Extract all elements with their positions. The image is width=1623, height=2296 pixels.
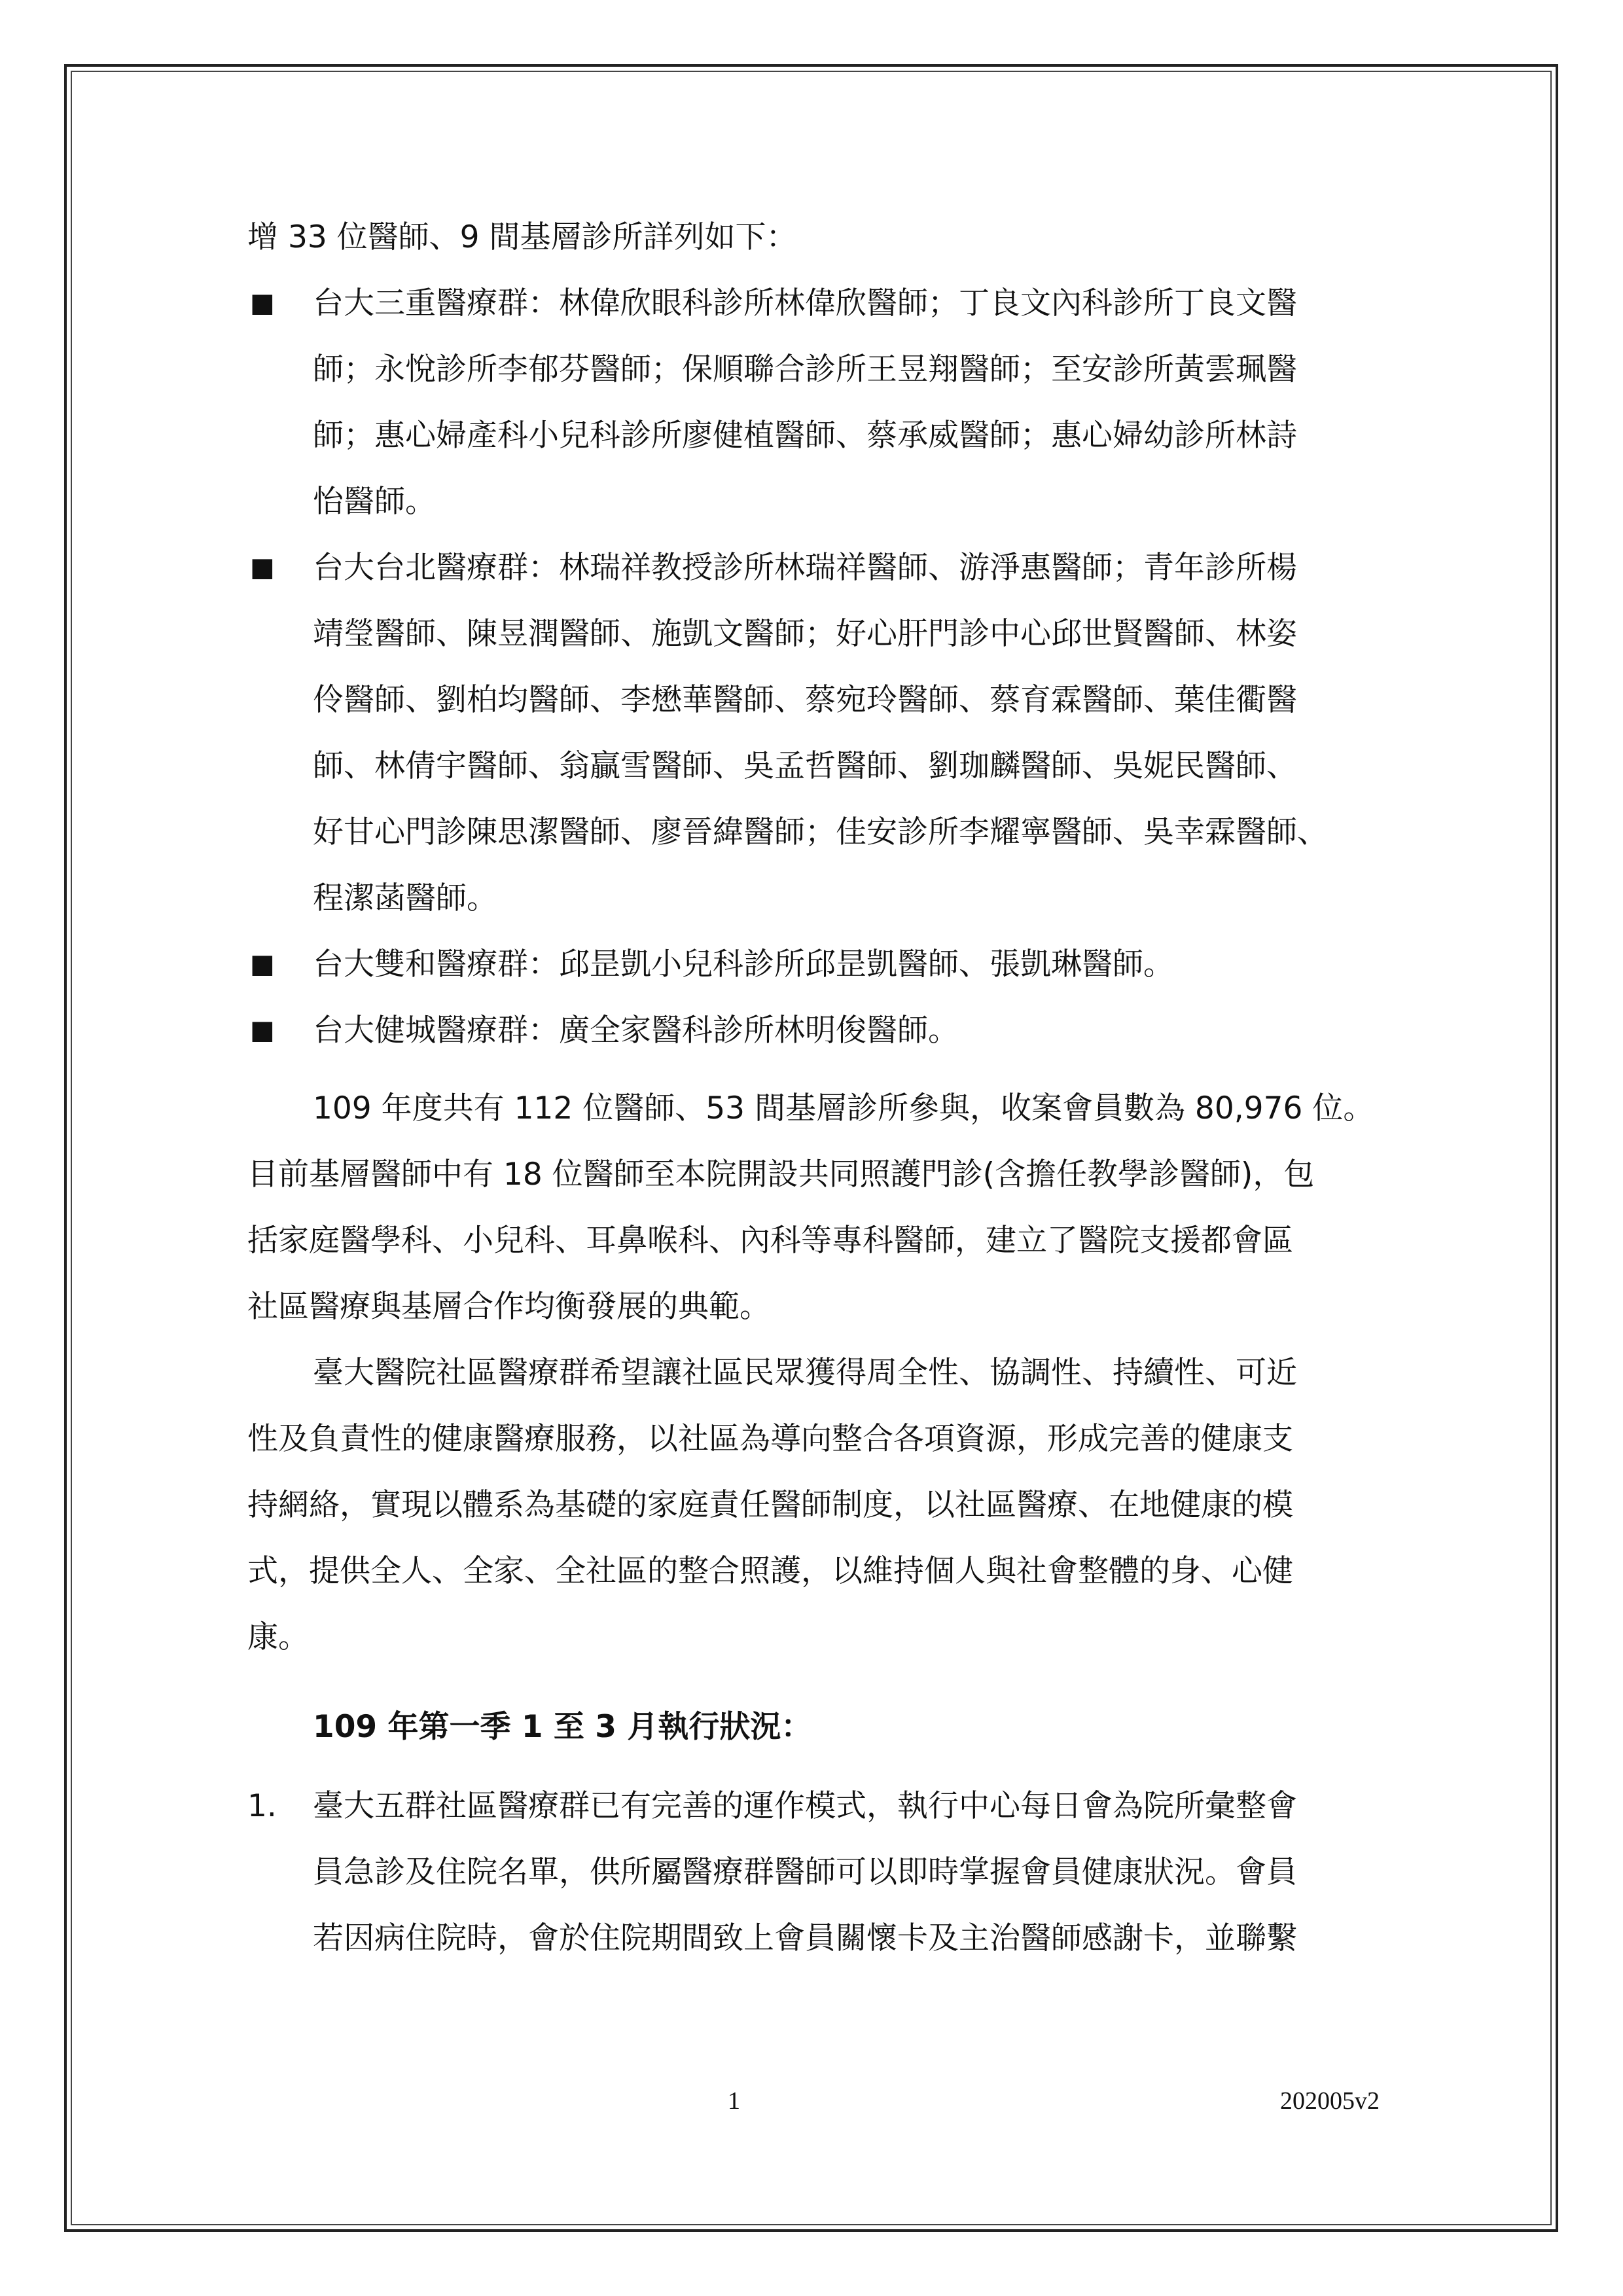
list-item-line: 台大健城醫療群：廣全家醫科診所林明俊醫師。 [313,1013,959,1049]
numbered-item-line: 員急診及住院名單，供所屬醫療群醫師可以即時掌握會員健康狀況。會員 [313,1854,1297,1890]
paragraph-line: 臺大醫院社區醫療群希望讓社區民眾獲得周全性、協調性、持續性、可近 [313,1355,1297,1391]
list-item-shuanghe [247,931,1399,997]
list-item-taipei [247,535,1399,931]
paragraph-line: 括家庭醫學科、小兒科、耳鼻喉科、內科等專科醫師，建立了醫院支援都會區 [247,1223,1293,1259]
numbered-item-1 [247,1773,1399,1971]
numbered-item-line: 若因病住院時，會於住院期間致上會員關懷卡及主治醫師感謝卡，並聯繫 [313,1920,1297,1956]
paragraph-line: 109 年度共有 112 位醫師、53 間基層診所參與，收案會員數為 80,976 位。 [313,1090,1374,1126]
list-item-line: 台大台北醫療群：林瑞祥教授診所林瑞祥醫師、游淨惠醫師；青年診所楊 [313,550,1297,586]
intro-line: 增 33 位醫師、9 間基層診所詳列如下： [247,219,797,255]
list-item-line: 程潔菡醫師。 [313,880,497,916]
paragraph-line: 康。 [247,1619,309,1655]
page-number: 1 [728,2087,740,2115]
square-bullet-icon: ■ [250,552,275,583]
list-item-line: 台大三重醫療群：林偉欣眼科診所林偉欣醫師；丁良文內科診所丁良文醫 [313,285,1297,321]
paragraph-goals [247,1340,1399,1670]
square-bullet-icon: ■ [250,1015,275,1045]
list-item-line: 師；永悅診所李郁芬醫師；保順聯合診所王昱翔醫師；至安診所黃雲珮醫 [313,351,1297,387]
square-bullet-icon: ■ [250,288,275,318]
list-item-line: 怡醫師。 [313,484,436,520]
list-item-line: 伶醫師、劉柏均醫師、李懋華醫師、蔡宛玲醫師、蔡育霖醫師、葉佳衢醫 [313,682,1297,718]
item-number: 1. [247,1788,277,1824]
document-body [247,204,1399,1971]
square-bullet-icon: ■ [250,949,275,979]
list-item-line: 好甘心門診陳思潔醫師、廖晉緯醫師；佳安診所李耀寧醫師、吳幸霖醫師、 [313,814,1328,850]
paragraph-line: 性及負責性的健康醫療服務，以社區為導向整合各項資源，形成完善的健康支 [247,1421,1293,1457]
document-version: 202005v2 [1280,2087,1380,2115]
list-item-jiancheng [247,997,1399,1064]
numbered-item-line: 臺大五群社區醫療群已有完善的運作模式，執行中心每日會為院所彙整會 [313,1788,1297,1824]
paragraph-line: 持網絡，實現以體系為基礎的家庭責任醫師制度，以社區醫療、在地健康的模 [247,1487,1293,1523]
paragraph-line: 社區醫療與基層合作均衡發展的典範。 [247,1289,770,1325]
list-item-line: 師、林倩宇醫師、翁贏雪醫師、吳孟哲醫師、劉珈麟醫師、吳妮民醫師、 [313,748,1297,784]
list-item-sanchong [247,270,1399,535]
list-item-line: 台大雙和醫療群：邱昰凱小兒科診所邱昰凱醫師、張凱琳醫師。 [313,946,1174,982]
paragraph-summary [247,1075,1399,1340]
section-heading: 109 年第一季 1 至 3 月執行狀況： [313,1709,812,1745]
list-item-line: 靖瑩醫師、陳昱潤醫師、施凱文醫師；好心肝門診中心邱世賢醫師、林姿 [313,616,1297,652]
list-item-line: 師；惠心婦產科小兒科診所廖健植醫師、蔡承威醫師；惠心婦幼診所林詩 [313,418,1297,454]
paragraph-line: 目前基層醫師中有 18 位醫師至本院開設共同照護門診(含擔任教學診醫師)，包 [247,1157,1315,1193]
paragraph-line: 式，提供全人、全家、全社區的整合照護，以維持個人與社會整體的身、心健 [247,1553,1293,1589]
